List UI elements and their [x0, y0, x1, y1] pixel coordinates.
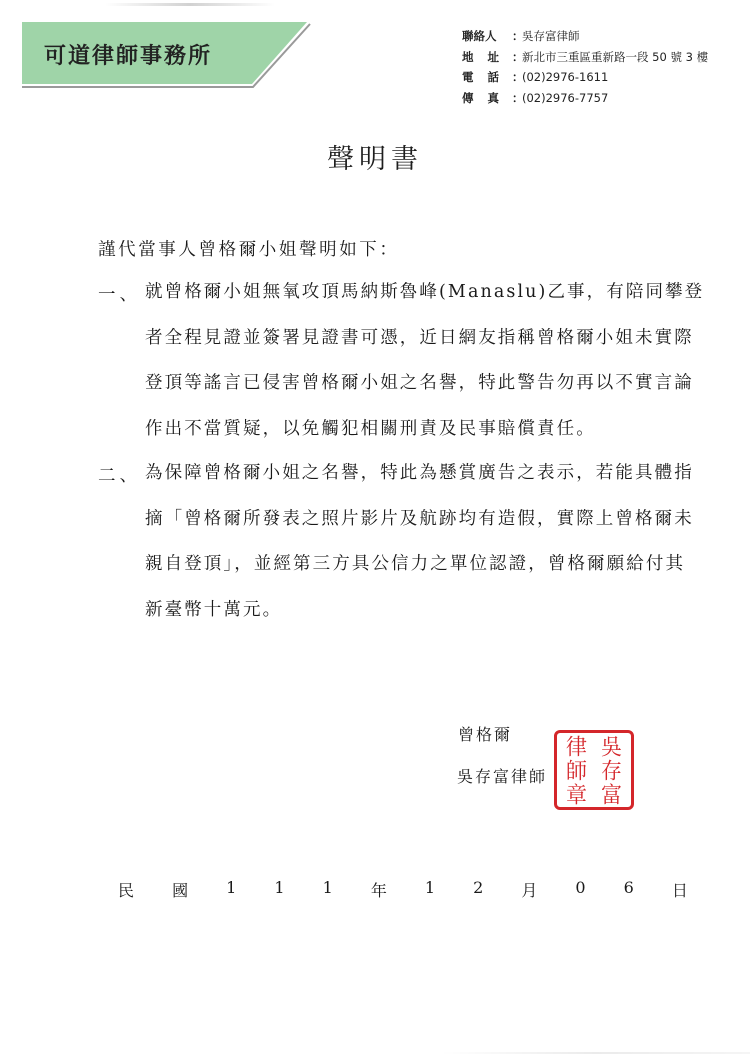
date-day-label: 日: [671, 881, 688, 900]
item-marker: 一、: [98, 285, 141, 305]
firm-banner: [22, 22, 307, 88]
date-year-digit: 1: [322, 878, 333, 897]
date-year-label: 年: [370, 881, 387, 900]
item-line: 登頂等謠言已侵害曾格爾小姐之名譽，特此警告勿再以不實言論: [145, 373, 694, 393]
date-month-label: 月: [521, 881, 538, 900]
date-era: 民: [118, 881, 135, 900]
contact-address: 新北市三重區重新路一段 50 號 3 樓: [522, 49, 709, 64]
date-year-digit: 1: [274, 878, 285, 897]
lawyer-seal-stamp: [554, 730, 634, 810]
lawyer-signature: 吳存富律師: [457, 767, 548, 786]
contact-row-fax: [462, 88, 708, 109]
item-line: 親自登頂」，並經第三方具公信力之單位認證，曾格爾願給付其: [145, 554, 686, 574]
contact-colon: ：: [512, 29, 524, 43]
item-text: [145, 281, 704, 463]
date-month-digit: 1: [424, 878, 436, 897]
contact-row-address: [462, 47, 708, 68]
date-year-digit: 1: [226, 878, 237, 897]
item-line: 為保障曾格爾小姐之名譽，特此為懸賞廣告之表示，若能具體指: [145, 463, 694, 483]
scan-shadow: [105, 3, 275, 6]
seal-char: 存: [601, 758, 622, 784]
item-marker: 二、: [98, 466, 141, 486]
client-signature: 曾格爾: [458, 725, 513, 744]
firm-name: 可道律師事務所: [44, 44, 213, 69]
contact-colon: ：: [512, 70, 524, 84]
document-date: [118, 878, 688, 901]
date-day-digit: 0: [575, 878, 586, 897]
contact-row-person: [462, 26, 708, 47]
contact-colon: ：: [512, 49, 524, 64]
contact-label: 電話: [462, 70, 513, 84]
document-title: 聲明書: [327, 144, 423, 175]
contact-info: [462, 26, 708, 108]
intro-statement: 謹代當事人曾格爾小姐聲明如下：: [98, 240, 400, 260]
date-era: 國: [172, 881, 189, 900]
contact-label: 聯絡人: [462, 29, 497, 43]
scan-shadow: [440, 1052, 750, 1054]
contact-phone: (02)2976-1611: [522, 70, 609, 84]
contact-fax: (02)2976-7757: [522, 90, 609, 105]
item-text: [145, 462, 694, 644]
seal-char: 師: [566, 758, 587, 784]
seal-char: 章: [566, 782, 587, 808]
contact-label: 傳真: [462, 90, 513, 105]
item-line: 者全程見證並簽署見證書可憑，近日網友指稱曾格爾小姐未實際: [145, 327, 694, 348]
item-line: 作出不當質疑，以免觸犯相關刑責及民事賠償責任。: [145, 418, 596, 439]
seal-char: 富: [601, 782, 622, 808]
contact-person: 吳存富律師: [522, 29, 580, 43]
item-line: 就曾格爾小姐無氧攻頂馬納斯魯峰(Manaslu)乙事，有陪同攀登: [145, 282, 705, 302]
contact-row-phone: [462, 67, 708, 88]
contact-label: 地址: [462, 49, 513, 64]
date-month-digit: 2: [473, 878, 484, 897]
date-day-digit: 6: [623, 878, 634, 897]
seal-char: 吳: [601, 734, 622, 760]
contact-colon: ：: [512, 90, 524, 105]
item-line: 摘「曾格爾所發表之照片影片及航跡均有造假，實際上曾格爾未: [145, 508, 694, 529]
seal-char: 律: [566, 734, 587, 760]
item-line: 新臺幣十萬元。: [145, 599, 283, 620]
